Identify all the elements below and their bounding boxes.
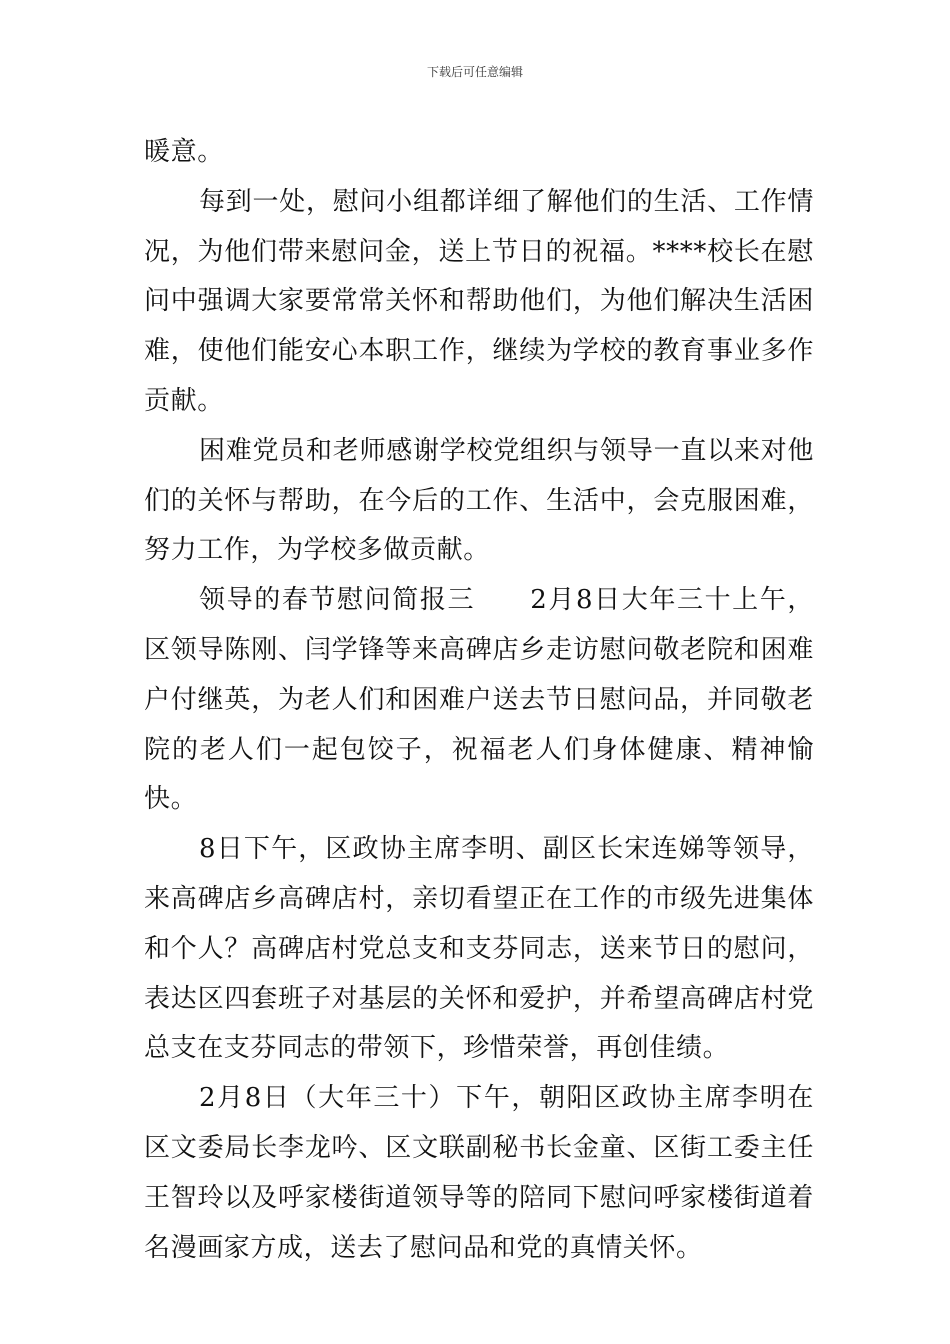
paragraph-6: 2月8日（大年三十）下午，朝阳区政协主席李明在区文委局长李龙吟、区文联副秘书长金童、区街工委主任王智玲以及呼家楼街道领导等的陪同下慰问呼家楼街道着名漫画家方成，送去了慰问品和党的真情关怀。 xyxy=(144,1083,814,1263)
paragraph-4: 领导的春节慰问简报三 2月8日大年三十上午，区领导陈刚、闫学锋等来高碑店乡走访慰问敬老院和困难户付继英，为老人们和困难户送去节日慰问品，并同敬老院的老人们一起包饺子，祝福老人们身体健康、精神愉快。 xyxy=(144,585,814,815)
document-body xyxy=(144,128,814,1273)
paragraph-5: 8日下午，区政协主席李明、副区长宋连娣等领导，来高碑店乡高碑店村，亲切看望正在工作的市级先进集体和个人？高碑店村党总支和支芬同志，送来节日的慰问，表达区四套班子对基层的关怀和爱护，并希望高碑店村党总支在支芬同志的带领下，珍惜荣誉，再创佳绩。 xyxy=(144,834,814,1064)
page-header: 下载后可任意编辑 xyxy=(426,65,523,79)
paragraph-2: 每到一处，慰问小组都详细了解他们的生活、工作情况，为他们带来慰问金，送上节日的祝福。****校长在慰问中强调大家要常常关怀和帮助他们，为他们解决生活困难，使他们能安心本职工作，继续为学校的教育事业多作贡献。 xyxy=(144,186,814,416)
paragraph-3: 困难党员和老师感谢学校党组织与领导一直以来对他们的关怀与帮助，在今后的工作、生活中，会克服困难，努力工作，为学校多做贡献。 xyxy=(144,435,814,566)
paragraph-1: 暖意。 xyxy=(144,137,224,167)
